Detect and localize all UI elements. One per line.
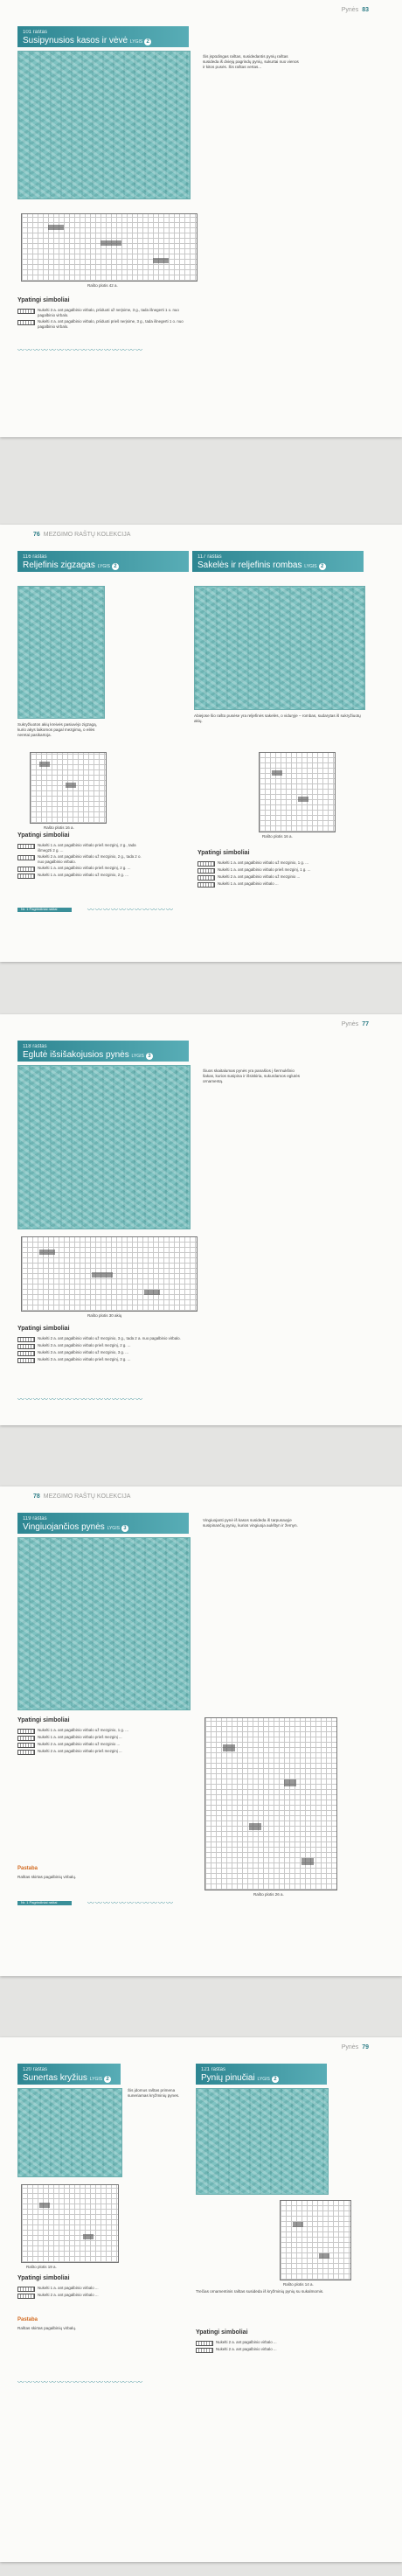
decorative-rule: 〰〰〰〰〰〰〰〰〰〰〰 (87, 906, 174, 914)
pattern-title: Sunertas kryžius (23, 2073, 87, 2083)
chapter-footer: Nr. 1 Pagrindiniai raštai (17, 908, 72, 912)
knitting-chart (21, 2184, 119, 2263)
level-indicator: LYGIS 2 (98, 563, 119, 570)
book-page-79 (0, 2037, 402, 2562)
running-header: 76 MEZGIMO RAŠTŲ KOLEKCIJA (33, 532, 131, 538)
cable-symbol-icon (17, 1337, 35, 1342)
cable-symbol-icon (196, 2348, 213, 2353)
chart-caption: Rašto plotis 16 a. (44, 825, 74, 830)
symbols-heading: Ypatingi simboliai (17, 832, 70, 839)
running-header: Pynės 83 (341, 7, 369, 13)
pattern-number: 119 raštas (23, 1516, 47, 1521)
book-page-78 (0, 1486, 402, 1976)
pattern-photo (17, 1537, 191, 1710)
pattern-title: Vingiuojančios pynės (23, 1522, 105, 1532)
cable-symbol-icon (198, 882, 215, 888)
chart-caption: Rašto plotis 26 a. (253, 1892, 284, 1897)
knitting-chart (30, 752, 107, 824)
pattern-title-band (196, 2064, 327, 2085)
level-indicator: LYGIS 2 (130, 38, 151, 45)
pattern-title-band (17, 2064, 121, 2085)
pattern-photo (196, 2088, 329, 2195)
cable-symbol-icon (17, 2287, 35, 2292)
symbols-heading: Ypatingi simboliai (17, 1326, 70, 1332)
pattern-number: 117 raštas (198, 554, 222, 560)
cable-symbol-icon (17, 1351, 35, 1356)
knitting-chart (259, 752, 336, 832)
chart-caption: Rašto plotis 14 a. (283, 2282, 314, 2287)
cable-symbol-icon (17, 1729, 35, 1734)
symbols-list: Nukelti 1 a. ant pagalbinio virbalo ... Nukelti 2 a. ant pagalbinio virbalo ... (17, 2286, 184, 2312)
symbols-list (17, 308, 192, 339)
cable-symbol-icon (17, 874, 35, 879)
cable-symbol-icon (198, 868, 215, 874)
pattern-number: 118 raštas (23, 1044, 47, 1049)
notes-heading: Pastaba (17, 2317, 38, 2322)
pattern-description: Šis įdomus raštas primena suneriamas kryžminių pynes. (128, 2088, 180, 2098)
cable-symbol-icon (196, 2341, 213, 2346)
chart-caption: Rašto plotis 19 a. (26, 2265, 57, 2269)
decorative-rule: 〰〰〰〰〰〰〰〰〰〰〰〰〰〰〰〰 (17, 1396, 143, 1403)
pattern-description: Trečias ornamentinis raštas susideda iš kryžminių pynių su sukalmomis. (196, 2289, 324, 2294)
pattern-description: Sukryžiuotos akių kreivės pasiuvėjo zigzagą, kurio akys laikomos pagal mezgimą, o eilės neretai pasikartoja. (17, 722, 97, 737)
pattern-photo (17, 1065, 191, 1229)
pattern-title-band (17, 551, 189, 572)
decorative-rule: 〰〰〰〰〰〰〰〰〰〰〰〰〰〰〰〰 (17, 2378, 143, 2386)
symbol-row: Nukelti 3 a. ant pagalbinio virbalo, priiduoti už nerįsime, 3 g., tada išnegerti 1 o. nuo pagalbinio virbalo. (17, 308, 192, 318)
pattern-photo (17, 2088, 122, 2177)
pattern-title-band (192, 551, 364, 572)
pattern-title-band (17, 1041, 189, 1062)
chapter-footer: Nr. 1 Pagrindiniai raštai (17, 1901, 72, 1905)
chart-caption: Rašto plotis 30 akių (87, 1313, 122, 1318)
symbols-list: Nukelti 2 a. ant pagalbinio virbalo ... Nukelti 2 a. ant pagalbinio virbalo ... (196, 2340, 344, 2366)
pattern-number: 116 raštas (23, 554, 47, 560)
symbols-heading: Ypatingi simboliai (196, 2329, 248, 2336)
running-header: Pynės 77 (341, 1021, 369, 1027)
level-indicator: LYGIS 2 (258, 2076, 279, 2083)
chart-caption: Rašto plotis 16 a. (262, 834, 293, 839)
notes-text: Raštas skirtas pagalbinių virbalų. (17, 1875, 77, 1879)
pattern-description: Šiuos skaitalumas pynės yra panašios į šermukšnio šakas, kurios susipina ir išsiskiria, sukurdamos eglutės ornamentą. (203, 1069, 301, 1083)
cable-symbol-icon (17, 1358, 35, 1363)
pattern-title: Reljefinis zigzagas (23, 560, 95, 570)
level-indicator: LYGIS 2 (90, 2076, 111, 2083)
pattern-description: Vingiuojanti pynė iš kasos susideda iš tarpusavyje susipinančių pynių, kurios vingiuoja aukštyn ir žemyn. (203, 1518, 298, 1528)
symbols-heading: Ypatingi simboliai (17, 1717, 70, 1723)
symbols-list: Nukelti 1 a. ant pagalbinio virbalo už mezginio, 1 g. ... Nukelti 1 a. ant pagalbinio virbalo prieš mezginį, 1 g. ... Nukelti 2 a. ant pagalbinio virbalo už mezginio ... Nukelti 1 a. ant pagalbinio virbalo ... (198, 860, 346, 904)
pattern-title: Eglutė išsišakojusios pynės (23, 1050, 129, 1060)
symbols-heading: Ypatingi simboliai (17, 2275, 70, 2281)
pattern-photo (194, 586, 365, 710)
book-page-83 (0, 0, 402, 437)
knitting-chart (21, 213, 198, 282)
cable-symbol-icon (17, 2294, 35, 2299)
book-page-76 (0, 525, 402, 962)
pattern-title-band (17, 26, 189, 47)
cable-symbol-icon (17, 1750, 35, 1755)
symbols-heading: Ypatingi simboliai (17, 297, 70, 303)
symbols-list: Nukelti 2 a. ant pagalbinio virbalo už mezginio, 3 g., tada 2 a. nuo pagalbinio virbalo. Nukelti 3 a. ant pagalbinio virbalo prieš mezginį, 2 g. ... Nukelti 3 a. ant pagalbinio virbalo už mezginio, 3 g. ... Nukelti 3 a. ant pagalbinio virbalo prieš mezginį, 3 g. ... (17, 1336, 192, 1389)
pattern-photo (17, 51, 191, 199)
symbols-list: Nukelti 1 a. ant pagalbinio virbalo už mezginio, 1 g. ... Nukelti 1 a. ant pagalbinio virbalo prieš mezginį ... Nukelti 2 a. ant pagalbinio virbalo už mezginio ... Nukelti 2 a. ant pagalbinio virbalo prieš mezginį ... (17, 1728, 131, 1859)
cable-symbol-icon (17, 309, 35, 314)
pattern-title-band (17, 1513, 189, 1534)
cable-symbol-icon (17, 844, 35, 849)
cable-symbol-icon (17, 867, 35, 872)
cable-symbol-icon (17, 320, 35, 325)
decorative-rule: 〰〰〰〰〰〰〰〰〰〰〰 (87, 1899, 174, 1907)
cable-symbol-icon (198, 861, 215, 867)
running-header: 78 MEZGIMO RAŠTŲ KOLEKCIJA (33, 1493, 131, 1500)
cable-symbol-icon (17, 855, 35, 860)
notes-text: Raštas skirtas pagalbinių virbalų. (17, 2326, 77, 2330)
pattern-number: 120 raštas (23, 2067, 48, 2072)
pattern-number: 121 raštas (201, 2067, 226, 2072)
pattern-number: 101 raštas (23, 30, 48, 35)
knitting-chart (280, 2200, 351, 2280)
notes-heading: Pastaba (17, 1866, 38, 1871)
pattern-description: Šis įspūdingas raštas, susidedantis pynių raštas susideda iš dviejų pagrindų pynių, sukurtai nuo vienos ir kitos pusės. Šis raštas vertas... (203, 54, 299, 69)
symbol-row: Nukelti 4 a. ant pagalbinio virbalo, priiduoti prieš nerįsime, 3 g., tada išnegerti 1 o. nuo pagalbinio virbalo. (17, 319, 192, 330)
knitting-chart (21, 1236, 198, 1312)
knitting-chart (204, 1717, 337, 1890)
pattern-title: Sakelės ir reljefinis rombas (198, 560, 302, 570)
pattern-photo (17, 586, 105, 719)
level-indicator: LYGIS 2 (304, 563, 325, 570)
book-page-77 (0, 1014, 402, 1425)
cable-symbol-icon (17, 1743, 35, 1748)
level-indicator: LYGIS 3 (107, 1525, 128, 1532)
symbols-heading: Ypatingi simboliai (198, 850, 250, 856)
running-header: Pynės 79 (341, 2044, 369, 2050)
cable-symbol-icon (17, 1736, 35, 1741)
cable-symbol-icon (198, 875, 215, 881)
symbols-list: Nukelti 1 a. ant pagalbinio virbalo prieš mezginį, 2 g., tada išmegzti 2 g. ... Nukelti 2 a. ant pagalbinio virbalo už mezginio, 2 g., tada 2 o. nuo pagalbinio virbalo. Nukelti 1 a. ant pagalbinio virbalo prieš mezginį, 2 g. ... Nukelti 1 a. ant pagalbinio virbalo už mezginio, 2 g. ... (17, 843, 149, 901)
chart-caption: Rašto plotis 42 a. (87, 283, 118, 288)
level-indicator: LYGIS 3 (132, 1053, 153, 1060)
decorative-rule: 〰〰〰〰〰〰〰〰〰〰〰〰〰〰〰〰 (17, 346, 143, 354)
pattern-title: Susipynusios kasos ir vėvė (23, 36, 128, 45)
pattern-description: Abiejose šio rašto pusėse yra reljefinės sakelės, o viduryje – rombas, sudarytas iš sukryžiuotų akių. (194, 714, 361, 723)
cable-symbol-icon (17, 1344, 35, 1349)
pattern-title: Pynių pinučiai (201, 2073, 255, 2083)
